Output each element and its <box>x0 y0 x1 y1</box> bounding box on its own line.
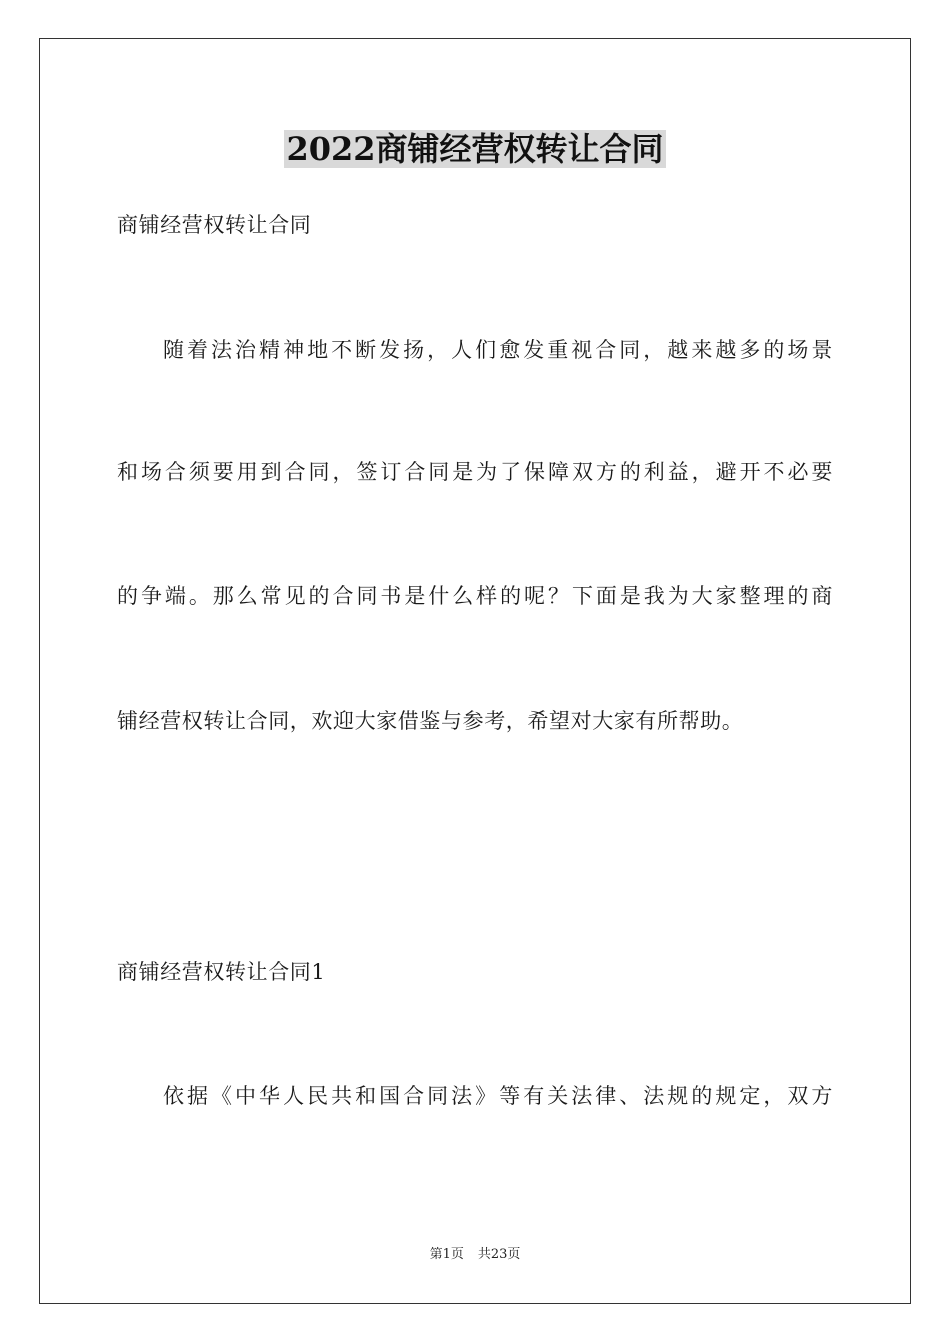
page-total: 共23页 <box>477 1247 521 1262</box>
section-heading: 商铺经营权转让合同1 <box>117 960 326 984</box>
intro-line-1: 随着法治精神地不断发扬，人们愈发重视合同，越来越多的场景 <box>163 338 833 362</box>
page-number: 第1页 <box>429 1247 464 1262</box>
document-subtitle: 商铺经营权转让合同 <box>117 213 312 237</box>
section-first-line: 依据《中华人民共和国合同法》等有关法律、法规的规定，双方 <box>163 1084 833 1108</box>
document-title-text: 2022商铺经营权转让合同 <box>286 130 664 168</box>
page-footer <box>0 1246 950 1264</box>
intro-line-3: 的争端。那么常见的合同书是什么样的呢？下面是我为大家整理的商 <box>117 584 833 608</box>
intro-line-2: 和场合须要用到合同，签订合同是为了保障双方的利益，避开不必要 <box>117 460 833 484</box>
document-title <box>0 126 950 172</box>
intro-line-4: 铺经营权转让合同，欢迎大家借鉴与参考，希望对大家有所帮助。 <box>117 709 744 733</box>
